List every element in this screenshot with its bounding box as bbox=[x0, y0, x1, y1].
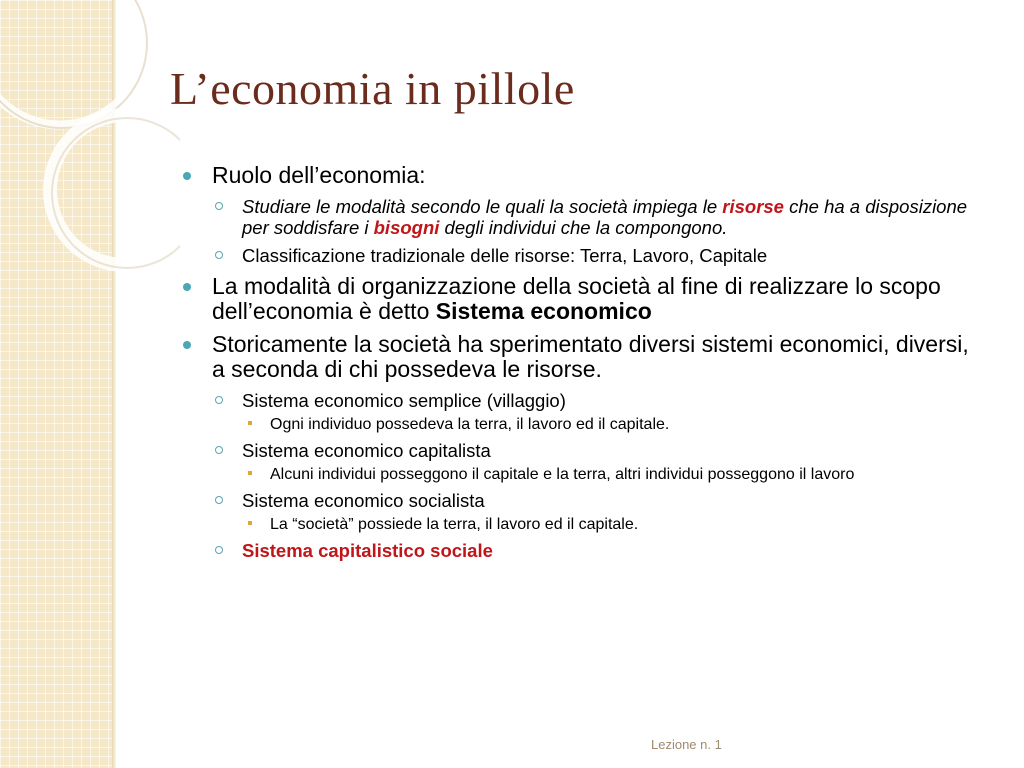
list-item-semplice bbox=[212, 390, 970, 433]
sub-list-sistemi bbox=[212, 390, 970, 561]
classificazione-text: Classificazione tradizionale delle risorse: Terra, Lavoro, Capitale bbox=[242, 245, 768, 266]
list-item-socialista-desc bbox=[242, 516, 970, 533]
bullet-ring-icon bbox=[215, 446, 223, 454]
ruolo-label: Ruolo dell’economia: bbox=[212, 162, 426, 188]
bullet-square-icon bbox=[248, 471, 252, 475]
bullet-dot-icon bbox=[183, 341, 191, 349]
definizione-text-1: Studiare le modalità secondo le quali la società impiega le bbox=[242, 196, 723, 217]
slide-footer: Lezione n. 1 bbox=[651, 737, 722, 752]
bullet-ring-icon bbox=[215, 496, 223, 504]
bullet-ring-icon bbox=[215, 202, 223, 210]
list-item-sociale bbox=[212, 540, 970, 561]
bullet-square-icon bbox=[248, 521, 252, 525]
list-item-capitalista-desc bbox=[242, 466, 970, 483]
list-item-definizione bbox=[212, 196, 970, 238]
list-item-capitalista bbox=[212, 440, 970, 483]
socialista-text: Sistema economico socialista bbox=[242, 490, 485, 511]
sociale-text: Sistema capitalistico sociale bbox=[242, 540, 493, 561]
list-item-socialista bbox=[212, 490, 970, 533]
list-item-semplice-desc bbox=[242, 416, 970, 433]
bullet-list bbox=[180, 163, 970, 561]
modalita-text: La modalità di organizzazione della società al fine di realizzare lo scopo dell’economia è detto bbox=[212, 273, 941, 324]
list-item-storicamente bbox=[180, 332, 970, 561]
sub-list-ruolo bbox=[212, 196, 970, 266]
keyword-risorse: risorse bbox=[722, 196, 784, 217]
semplice-desc-text: Ogni individuo possedeva la terra, il lavoro ed il capitale. bbox=[270, 416, 670, 433]
keyword-bisogni: bisogni bbox=[373, 217, 440, 238]
slide-title: L’economia in pillole bbox=[170, 63, 575, 114]
bullet-ring-icon bbox=[215, 251, 223, 259]
bullet-ring-icon bbox=[215, 396, 223, 404]
slide-content bbox=[180, 163, 970, 569]
sub-list-semplice bbox=[242, 416, 970, 433]
sub-list-socialista bbox=[242, 516, 970, 533]
definizione-text-2: che ha a disposizione per soddisfare i bbox=[242, 196, 968, 238]
definizione-text-3: degli individui che la compongono. bbox=[439, 217, 728, 238]
bullet-square-icon bbox=[248, 421, 252, 425]
sistema-economico-bold: Sistema economico bbox=[435, 298, 652, 324]
capitalista-text: Sistema economico capitalista bbox=[242, 440, 491, 461]
list-item-ruolo bbox=[180, 163, 970, 266]
semplice-text: Sistema economico semplice (villaggio) bbox=[242, 390, 566, 411]
list-item-classificazione bbox=[212, 245, 970, 266]
capitalista-desc-text: Alcuni individui posseggono il capitale e la terra, altri individui posseggono il lavoro bbox=[270, 466, 855, 483]
decorative-circles bbox=[0, 0, 180, 300]
sub-list-capitalista bbox=[242, 466, 970, 483]
socialista-desc-text: La “società” possiede la terra, il lavoro ed il capitale. bbox=[270, 516, 639, 533]
bullet-dot-icon bbox=[183, 172, 191, 180]
list-item-modalita bbox=[180, 274, 970, 324]
bullet-ring-icon bbox=[215, 546, 223, 554]
storicamente-text: Storicamente la società ha sperimentato diversi sistemi economici, diversi, a seconda di chi possedeva le risorse. bbox=[212, 331, 969, 382]
bullet-dot-icon bbox=[183, 283, 191, 291]
